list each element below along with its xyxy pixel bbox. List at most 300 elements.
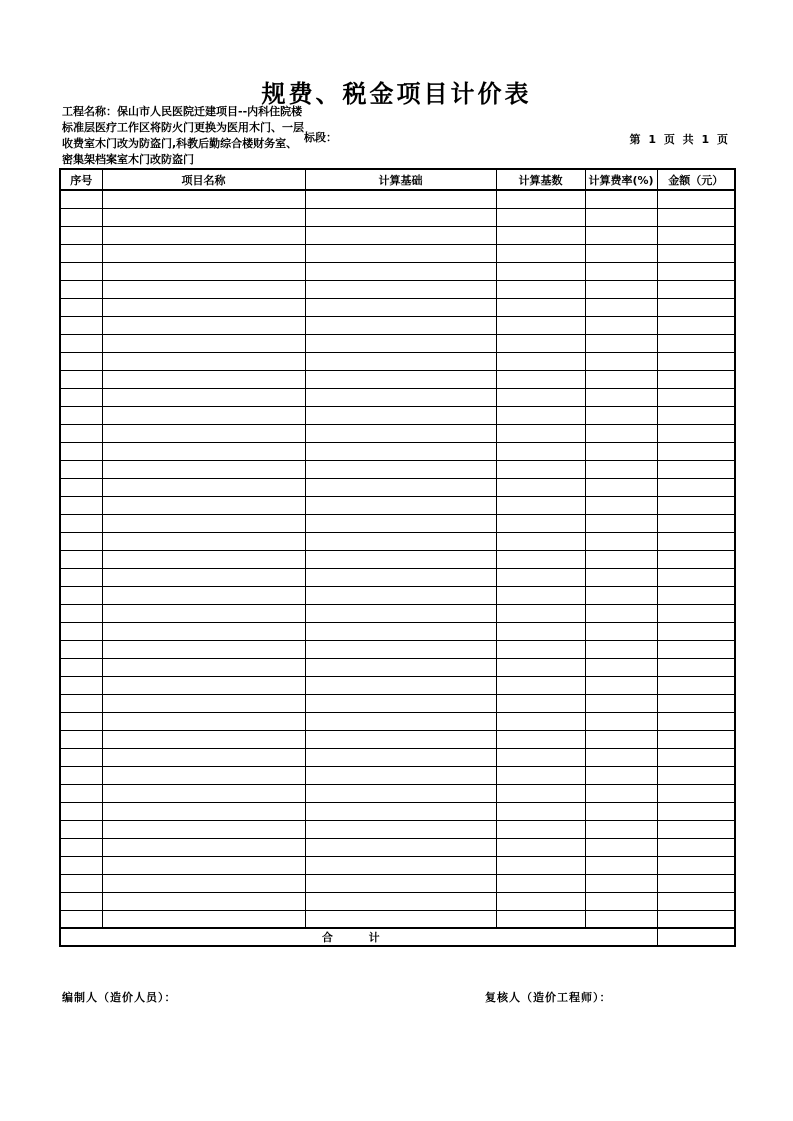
rate-cell (585, 244, 657, 262)
preparer-label: 编制人（造价人员）： (62, 991, 177, 1004)
table-row (60, 424, 735, 442)
item-name-cell (102, 766, 305, 784)
project-name: 工程名称：保山市人民医院迁建项目--内科住院楼标准层医疗工作区将防火门更换为医用木门、一层收费室木门改为防盗门,科教后勤综合楼财务室、密集架档案室木门改防盗门 (62, 105, 304, 166)
rate-cell (585, 838, 657, 856)
item-name-cell (102, 784, 305, 802)
item-name-cell (102, 208, 305, 226)
item-name-cell (102, 694, 305, 712)
index-cell (60, 208, 102, 226)
calc-base-cell (496, 424, 585, 442)
calc-base-cell (496, 586, 585, 604)
index-cell (60, 388, 102, 406)
calc-base-cell (496, 622, 585, 640)
rate-cell (585, 496, 657, 514)
item-name-cell (102, 658, 305, 676)
rate-cell (585, 442, 657, 460)
rate-cell (585, 352, 657, 370)
calc-basis-cell (305, 280, 496, 298)
calc-basis-cell (305, 586, 496, 604)
rate-cell (585, 586, 657, 604)
calc-basis-cell (305, 460, 496, 478)
amount-cell (657, 514, 735, 532)
index-cell (60, 190, 102, 208)
rate-cell (585, 208, 657, 226)
calc-basis-cell (305, 730, 496, 748)
rate-cell (585, 388, 657, 406)
col-header-item-name: 项目名称 (102, 169, 305, 190)
index-cell (60, 568, 102, 586)
calc-base-cell (496, 838, 585, 856)
amount-cell (657, 208, 735, 226)
table-row (60, 298, 735, 316)
item-name-cell (102, 298, 305, 316)
calc-base-cell (496, 190, 585, 208)
calc-basis-cell (305, 370, 496, 388)
index-cell (60, 334, 102, 352)
index-cell (60, 874, 102, 892)
amount-cell (657, 280, 735, 298)
col-header-index: 序号 (60, 169, 102, 190)
table-row (60, 226, 735, 244)
index-cell (60, 226, 102, 244)
table-row (60, 406, 735, 424)
item-name-cell (102, 496, 305, 514)
index-cell (60, 892, 102, 910)
rate-cell (585, 226, 657, 244)
item-name-cell (102, 442, 305, 460)
index-cell (60, 910, 102, 928)
table-row (60, 478, 735, 496)
item-name-cell (102, 262, 305, 280)
calc-basis-cell (305, 406, 496, 424)
section-label: 标段： (304, 131, 337, 144)
calc-basis-cell (305, 262, 496, 280)
item-name-cell (102, 586, 305, 604)
item-name-cell (102, 190, 305, 208)
col-header-calc-base: 计算基数 (496, 169, 585, 190)
calc-base-cell (496, 874, 585, 892)
table-row (60, 802, 735, 820)
calc-base-cell (496, 262, 585, 280)
calc-base-cell (496, 442, 585, 460)
amount-cell (657, 352, 735, 370)
rate-cell (585, 622, 657, 640)
index-cell (60, 496, 102, 514)
index-cell (60, 406, 102, 424)
calc-basis-cell (305, 208, 496, 226)
index-cell (60, 478, 102, 496)
calc-basis-cell (305, 442, 496, 460)
index-cell (60, 316, 102, 334)
amount-cell (657, 640, 735, 658)
index-cell (60, 532, 102, 550)
amount-cell (657, 676, 735, 694)
index-cell (60, 838, 102, 856)
table-row (60, 910, 735, 928)
amount-cell (657, 370, 735, 388)
index-cell (60, 820, 102, 838)
page-title: 规费、税金项目计价表 (261, 80, 532, 108)
calc-base-cell (496, 730, 585, 748)
amount-cell (657, 568, 735, 586)
index-cell (60, 604, 102, 622)
calc-base-cell (496, 748, 585, 766)
calc-basis-cell (305, 514, 496, 532)
rate-cell (585, 694, 657, 712)
table-row (60, 550, 735, 568)
item-name-cell (102, 280, 305, 298)
calc-basis-cell (305, 802, 496, 820)
calc-basis-cell (305, 766, 496, 784)
rate-cell (585, 604, 657, 622)
calc-base-cell (496, 352, 585, 370)
rate-cell (585, 280, 657, 298)
rate-cell (585, 460, 657, 478)
rate-cell (585, 712, 657, 730)
index-cell (60, 730, 102, 748)
rate-cell (585, 802, 657, 820)
calc-base-cell (496, 856, 585, 874)
amount-cell (657, 406, 735, 424)
calc-base-cell (496, 784, 585, 802)
calc-basis-cell (305, 532, 496, 550)
item-name-cell (102, 604, 305, 622)
item-name-cell (102, 514, 305, 532)
item-name-cell (102, 460, 305, 478)
item-name-cell (102, 838, 305, 856)
amount-cell (657, 802, 735, 820)
amount-cell (657, 334, 735, 352)
calc-base-cell (496, 370, 585, 388)
table-row (60, 874, 735, 892)
calc-base-cell (496, 694, 585, 712)
amount-cell (657, 496, 735, 514)
index-cell (60, 298, 102, 316)
item-name-cell (102, 622, 305, 640)
calc-basis-cell (305, 910, 496, 928)
rate-cell (585, 640, 657, 658)
calc-basis-cell (305, 748, 496, 766)
reviewer-label: 复核人（造价工程师）： (485, 991, 612, 1004)
table-row (60, 280, 735, 298)
calc-base-cell (496, 892, 585, 910)
calc-basis-cell (305, 478, 496, 496)
table-row (60, 820, 735, 838)
table-row (60, 892, 735, 910)
col-header-rate: 计算费率(%) (585, 169, 657, 190)
rate-cell (585, 568, 657, 586)
rate-cell (585, 478, 657, 496)
fee-tax-table (59, 168, 736, 947)
item-name-cell (102, 748, 305, 766)
item-name-cell (102, 874, 305, 892)
amount-cell (657, 766, 735, 784)
calc-base-cell (496, 280, 585, 298)
rate-cell (585, 298, 657, 316)
item-name-cell (102, 334, 305, 352)
rate-cell (585, 406, 657, 424)
index-cell (60, 370, 102, 388)
index-cell (60, 262, 102, 280)
table-row (60, 388, 735, 406)
rate-cell (585, 856, 657, 874)
item-name-cell (102, 640, 305, 658)
table-row (60, 496, 735, 514)
amount-cell (657, 712, 735, 730)
rate-cell (585, 676, 657, 694)
table-row (60, 334, 735, 352)
calc-base-cell (496, 712, 585, 730)
table-row (60, 676, 735, 694)
table-row (60, 856, 735, 874)
rate-cell (585, 550, 657, 568)
calc-base-cell (496, 298, 585, 316)
table-row (60, 244, 735, 262)
amount-cell (657, 244, 735, 262)
index-cell (60, 352, 102, 370)
calc-basis-cell (305, 568, 496, 586)
amount-cell (657, 388, 735, 406)
item-name-cell (102, 550, 305, 568)
item-name-cell (102, 568, 305, 586)
amount-cell (657, 838, 735, 856)
amount-cell (657, 730, 735, 748)
calc-basis-cell (305, 820, 496, 838)
table-row (60, 658, 735, 676)
calc-base-cell (496, 910, 585, 928)
amount-cell (657, 856, 735, 874)
item-name-cell (102, 424, 305, 442)
table-row (60, 838, 735, 856)
calc-basis-cell (305, 244, 496, 262)
amount-cell (657, 604, 735, 622)
calc-basis-cell (305, 424, 496, 442)
table-body (60, 190, 735, 928)
item-name-cell (102, 352, 305, 370)
index-cell (60, 460, 102, 478)
calc-basis-cell (305, 838, 496, 856)
calc-basis-cell (305, 694, 496, 712)
rate-cell (585, 874, 657, 892)
amount-cell (657, 820, 735, 838)
index-cell (60, 856, 102, 874)
amount-cell (657, 442, 735, 460)
item-name-cell (102, 226, 305, 244)
calc-base-cell (496, 568, 585, 586)
amount-cell (657, 694, 735, 712)
item-name-cell (102, 802, 305, 820)
index-cell (60, 514, 102, 532)
index-cell (60, 280, 102, 298)
total-amount-cell (657, 928, 735, 946)
index-cell (60, 802, 102, 820)
item-name-cell (102, 478, 305, 496)
rate-cell (585, 334, 657, 352)
item-name-cell (102, 910, 305, 928)
calc-basis-cell (305, 388, 496, 406)
item-name-cell (102, 244, 305, 262)
calc-base-cell (496, 460, 585, 478)
rate-cell (585, 658, 657, 676)
amount-cell (657, 910, 735, 928)
calc-basis-cell (305, 784, 496, 802)
table-row (60, 730, 735, 748)
index-cell (60, 694, 102, 712)
table-row (60, 262, 735, 280)
rate-cell (585, 370, 657, 388)
table-row (60, 352, 735, 370)
index-cell (60, 244, 102, 262)
table-row (60, 532, 735, 550)
calc-base-cell (496, 766, 585, 784)
rate-cell (585, 766, 657, 784)
amount-cell (657, 784, 735, 802)
item-name-cell (102, 388, 305, 406)
calc-basis-cell (305, 316, 496, 334)
calc-base-cell (496, 334, 585, 352)
table-row (60, 604, 735, 622)
index-cell (60, 424, 102, 442)
index-cell (60, 640, 102, 658)
table-row (60, 316, 735, 334)
table-row (60, 784, 735, 802)
calc-basis-cell (305, 226, 496, 244)
rate-cell (585, 784, 657, 802)
table-row (60, 370, 735, 388)
amount-cell (657, 190, 735, 208)
calc-base-cell (496, 478, 585, 496)
index-cell (60, 658, 102, 676)
calc-base-cell (496, 226, 585, 244)
item-name-cell (102, 712, 305, 730)
item-name-cell (102, 892, 305, 910)
amount-cell (657, 748, 735, 766)
table-row (60, 190, 735, 208)
table-row (60, 766, 735, 784)
calc-basis-cell (305, 892, 496, 910)
calc-basis-cell (305, 496, 496, 514)
calc-basis-cell (305, 298, 496, 316)
table-row (60, 514, 735, 532)
rate-cell (585, 424, 657, 442)
calc-basis-cell (305, 550, 496, 568)
amount-cell (657, 226, 735, 244)
amount-cell (657, 460, 735, 478)
amount-cell (657, 532, 735, 550)
total-label: 合 计 (60, 928, 657, 946)
calc-base-cell (496, 316, 585, 334)
amount-cell (657, 262, 735, 280)
calc-base-cell (496, 388, 585, 406)
rate-cell (585, 514, 657, 532)
table-row (60, 712, 735, 730)
index-cell (60, 676, 102, 694)
calc-base-cell (496, 514, 585, 532)
rate-cell (585, 820, 657, 838)
calc-basis-cell (305, 658, 496, 676)
calc-base-cell (496, 550, 585, 568)
col-header-amount: 金额（元） (657, 169, 735, 190)
table-row (60, 460, 735, 478)
amount-cell (657, 892, 735, 910)
calc-base-cell (496, 496, 585, 514)
item-name-cell (102, 856, 305, 874)
calc-basis-cell (305, 604, 496, 622)
table-row (60, 586, 735, 604)
amount-cell (657, 874, 735, 892)
calc-basis-cell (305, 874, 496, 892)
calc-basis-cell (305, 712, 496, 730)
amount-cell (657, 658, 735, 676)
table-row (60, 622, 735, 640)
table-total-row (60, 928, 735, 946)
col-header-calc-basis: 计算基础 (305, 169, 496, 190)
rate-cell (585, 316, 657, 334)
calc-base-cell (496, 604, 585, 622)
calc-basis-cell (305, 622, 496, 640)
index-cell (60, 784, 102, 802)
calc-base-cell (496, 532, 585, 550)
index-cell (60, 442, 102, 460)
calc-basis-cell (305, 640, 496, 658)
page-info: 第 1 页 共 1 页 (629, 133, 730, 146)
table-row (60, 748, 735, 766)
rate-cell (585, 730, 657, 748)
calc-basis-cell (305, 352, 496, 370)
item-name-cell (102, 730, 305, 748)
item-name-cell (102, 370, 305, 388)
calc-base-cell (496, 640, 585, 658)
item-name-cell (102, 316, 305, 334)
calc-base-cell (496, 658, 585, 676)
calc-base-cell (496, 802, 585, 820)
item-name-cell (102, 532, 305, 550)
table-row (60, 640, 735, 658)
calc-base-cell (496, 676, 585, 694)
amount-cell (657, 622, 735, 640)
rate-cell (585, 532, 657, 550)
calc-basis-cell (305, 676, 496, 694)
amount-cell (657, 478, 735, 496)
amount-cell (657, 550, 735, 568)
calc-basis-cell (305, 190, 496, 208)
table-header-row (60, 169, 735, 190)
index-cell (60, 622, 102, 640)
index-cell (60, 766, 102, 784)
amount-cell (657, 424, 735, 442)
index-cell (60, 550, 102, 568)
calc-basis-cell (305, 334, 496, 352)
rate-cell (585, 748, 657, 766)
rate-cell (585, 190, 657, 208)
amount-cell (657, 298, 735, 316)
item-name-cell (102, 676, 305, 694)
index-cell (60, 712, 102, 730)
item-name-cell (102, 406, 305, 424)
index-cell (60, 748, 102, 766)
calc-base-cell (496, 406, 585, 424)
calc-base-cell (496, 244, 585, 262)
table-row (60, 442, 735, 460)
rate-cell (585, 262, 657, 280)
table-row (60, 568, 735, 586)
amount-cell (657, 586, 735, 604)
calc-base-cell (496, 208, 585, 226)
calc-basis-cell (305, 856, 496, 874)
calc-base-cell (496, 820, 585, 838)
rate-cell (585, 910, 657, 928)
index-cell (60, 586, 102, 604)
